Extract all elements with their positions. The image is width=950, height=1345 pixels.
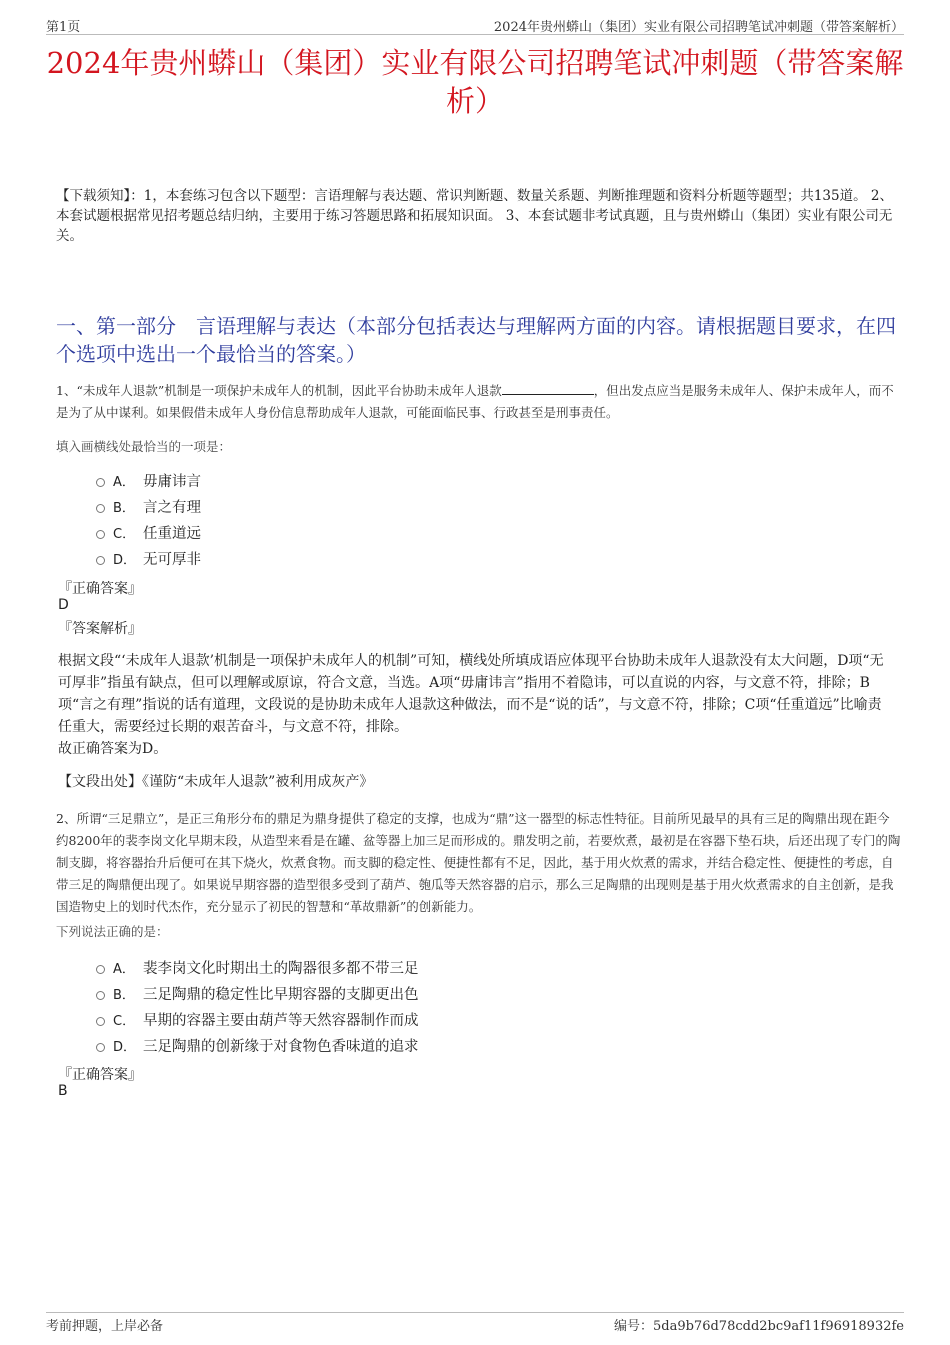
question-2-options bbox=[96, 954, 419, 1058]
question-1-conclusion: 故正确答案为D。 bbox=[58, 741, 168, 757]
question-1-answer: D bbox=[58, 597, 69, 613]
question-1-source: 【文段出处】《谨防“未成年人退款”被利用成灰产》 bbox=[58, 774, 374, 790]
radio-icon[interactable] bbox=[96, 965, 105, 974]
question-1-text-before: 1、“未成年人退款”机制是一项保护未成年人的机制，因此平台协助未成年人退款 bbox=[56, 383, 502, 398]
page-header bbox=[46, 14, 904, 35]
radio-icon[interactable] bbox=[96, 556, 105, 565]
question-1-answer-label: 『正确答案』 bbox=[58, 581, 142, 597]
question-2-option-d[interactable]: D． 三足陶鼎的创新缘于对食物色香味道的追求 bbox=[96, 1032, 419, 1058]
question-1-text-after: ，但出发点应当是服务未成年人、保护未成年人，而不是为了从中谋利。如果假借未成年人身份信息帮助成年人退款，可能面临民事、行政甚至是刑事责任。 bbox=[56, 383, 894, 420]
answer-blank bbox=[502, 380, 594, 395]
radio-icon[interactable] bbox=[96, 478, 105, 487]
document-title: 2024年贵州蟒山（集团）实业有限公司招聘笔试冲刺题（带答案解析） bbox=[46, 46, 904, 118]
question-1-options bbox=[96, 467, 201, 571]
download-notice: 【下载须知】：1，本套练习包含以下题型：言语理解与表达题、常识判断题、数量关系题、判断推理题和资料分析题等题型；共135道。 2、本套试题根据常见招考题总结归纳，主要用于练习答题思路和拓展知识面。 3、本套试题非考试真题，且与贵州蟒山（集团）实业有限公司无关。 bbox=[56, 188, 893, 244]
question-1-analysis-label: 『答案解析』 bbox=[58, 621, 142, 637]
question-2-prompt: 下列说法正确的是： bbox=[56, 924, 169, 939]
question-2-option-c[interactable]: C． 早期的容器主要由葫芦等天然容器制作而成 bbox=[96, 1006, 419, 1032]
question-1-option-b[interactable]: B． 言之有理 bbox=[96, 493, 201, 519]
footer-serial: 编号：5da9b76d78cdd2bc9af11f96918932fe bbox=[614, 1319, 904, 1334]
question-1-option-c[interactable]: C． 任重道远 bbox=[96, 519, 201, 545]
header-doc-title: 2024年贵州蟒山（集团）实业有限公司招聘笔试冲刺题（带答案解析） bbox=[493, 20, 904, 35]
question-2-text: 2、所谓“三足鼎立”，是正三角形分布的鼎足为鼎身提供了稳定的支撑，也成为“鼎”这一器型的标志性特征。目前所见最早的具有三足的陶鼎出现在距今约8200年的裴李岗文化早期末段，从造型来看是在罐、盆等器上加三足而形成的。鼎发明之前，若要炊煮，最初是在容器下垫石块，后还出现了专门的陶制支脚，将容器抬升后便可在其下烧火，炊煮食物。而支脚的稳定性、便捷性都有不足，因此，基于用火炊煮的需求，并结合稳定性、便捷性的考虑，自带三足的陶鼎便出现了。如果说早期容器的造型很多受到了葫芦、匏瓜等天然容器的启示，那么三足陶鼎的出现则是基于用火炊煮需求的自主创新，是我国造物史上的划时代杰作，充分显示了初民的智慧和“革故鼎新”的创新能力。 bbox=[56, 811, 901, 914]
question-1-text bbox=[56, 380, 902, 424]
question-1-analysis: 根据文段“‘未成年人退款’机制是一项保护未成年人的机制”可知，横线处所填成语应体现平台协助未成年人退款没有太大问题，D项“无可厚非”指虽有缺点，但可以理解或原谅，符合文意，当选。A项“毋庸讳言”指用不着隐讳，可以直说的内容，与文意不符，排除；B项“言之有理”指说的话有道理，文段说的是协助未成年人退款这种做法，而不是“说的话”，与文意不符，排除；C项“任重道远”比喻责任重大，需要经过长期的艰苦奋斗，与文意不符，排除。 bbox=[58, 653, 884, 735]
question-1-option-d[interactable]: D． 无可厚非 bbox=[96, 545, 201, 571]
radio-icon[interactable] bbox=[96, 1043, 105, 1052]
question-2-option-a[interactable]: A． 裴李岗文化时期出土的陶器很多都不带三足 bbox=[96, 954, 419, 980]
radio-icon[interactable] bbox=[96, 991, 105, 1000]
radio-icon[interactable] bbox=[96, 1017, 105, 1026]
question-1-prompt: 填入画横线处最恰当的一项是： bbox=[56, 439, 232, 454]
radio-icon[interactable] bbox=[96, 504, 105, 513]
section-title: 一、第一部分 言语理解与表达（本部分包括表达与理解两方面的内容。请根据题目要求，在四个选项中选出一个最恰当的答案。） bbox=[56, 314, 896, 366]
radio-icon[interactable] bbox=[96, 530, 105, 539]
question-2-answer: B bbox=[58, 1083, 68, 1099]
page-footer bbox=[46, 1312, 904, 1334]
question-2-option-b[interactable]: B． 三足陶鼎的稳定性比早期容器的支脚更出色 bbox=[96, 980, 419, 1006]
question-1-option-a[interactable]: A． 毋庸讳言 bbox=[96, 467, 201, 493]
footer-slogan: 考前押题，上岸必备 bbox=[46, 1319, 164, 1334]
question-2-answer-label: 『正确答案』 bbox=[58, 1067, 142, 1083]
page-number: 第1页 bbox=[46, 20, 81, 35]
